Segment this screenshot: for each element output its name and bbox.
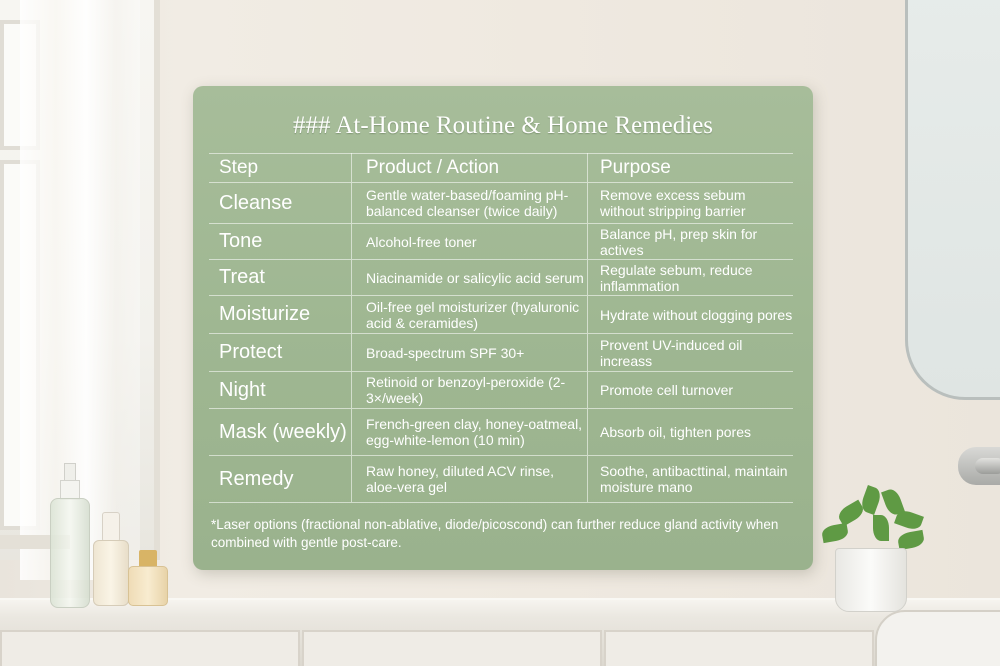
sheer-curtain <box>20 0 140 580</box>
serum-bottle-cap <box>102 512 120 542</box>
table-row <box>209 224 793 260</box>
product-cell: Oil-free gel moisturizer (hyaluronic acid & ceramides) <box>351 296 587 333</box>
serum-bottle <box>93 540 129 606</box>
purpose-cell: Absorb oil, tighten pores <box>587 409 793 455</box>
pump-bottle-neck <box>60 480 80 500</box>
purpose-cell: Soothe, antibacttinal, maintain moisture mano <box>587 456 793 502</box>
sink-basin <box>875 610 1000 666</box>
product-cell: Raw honey, diluted ACV rinse, aloe-vera gel <box>351 456 587 502</box>
step-cell: Treat <box>219 266 265 288</box>
purpose-cell: Remove excess sebum without stripping barrier <box>587 183 793 223</box>
product-cell: Retinoid or benzoyl-peroxide (2-3×/week) <box>351 372 587 408</box>
table-header-row <box>209 153 793 183</box>
plant-leaf <box>894 508 924 532</box>
product-cell: Niacinamide or salicylic acid serum <box>351 260 587 295</box>
board-title: ### At-Home Routine & Home Remedies <box>292 112 714 139</box>
plant-pot <box>835 548 907 612</box>
header-product: Product / Action <box>351 153 587 182</box>
header-step: Step <box>219 156 259 178</box>
product-cell: French-green clay, honey-oatmeal, egg-white-lemon (10 min) <box>351 409 587 455</box>
table-row <box>209 409 793 456</box>
table-row <box>209 296 793 334</box>
plant-leaf <box>821 523 849 543</box>
perfume-bottle <box>128 566 168 606</box>
header-purpose: Purpose <box>587 153 793 182</box>
table-row <box>209 334 793 372</box>
plant-leaf <box>873 515 889 541</box>
purpose-cell: Balance pH, prep skin for actives <box>587 224 793 259</box>
step-cell: Protect <box>219 341 283 363</box>
step-cell: Remedy <box>219 467 294 490</box>
vanity-drawer <box>0 630 300 666</box>
product-cell: Alcohol-free toner <box>351 224 587 259</box>
faucet-spout <box>975 458 1000 474</box>
pump-bottle <box>50 498 90 608</box>
table-row <box>209 260 793 296</box>
vanity-drawer <box>604 630 874 666</box>
product-cell: Broad-spectrum SPF 30+ <box>351 334 587 371</box>
step-cell: Tone <box>219 230 263 252</box>
table-row <box>209 456 793 503</box>
purpose-cell: Hydrate without clogging pores <box>587 296 793 333</box>
step-cell: Night <box>219 378 266 401</box>
vanity-drawer <box>302 630 602 666</box>
step-cell: Cleanse <box>219 191 293 214</box>
routine-board <box>193 86 813 570</box>
footnote: *Laser options (fractional non-ablative, diode/picoscond) can further reduce gland activity when combined with gentle post-care. <box>211 517 779 550</box>
table-row <box>209 372 793 409</box>
wall-mirror <box>905 0 1000 400</box>
purpose-cell: Regulate sebum, reduce inflammation <box>587 260 793 295</box>
table-row <box>209 183 793 224</box>
purpose-cell: Promote cell turnover <box>587 372 793 408</box>
product-cell: Gentle water-based/foaming pH-balanced cleanser (twice daily) <box>351 183 587 223</box>
step-cell: Mask (weekly) <box>219 420 347 443</box>
step-cell: Moisturize <box>219 303 311 325</box>
pump-bottle-pump <box>64 463 76 481</box>
purpose-cell: Provent UV-induced oil increass <box>587 334 793 371</box>
